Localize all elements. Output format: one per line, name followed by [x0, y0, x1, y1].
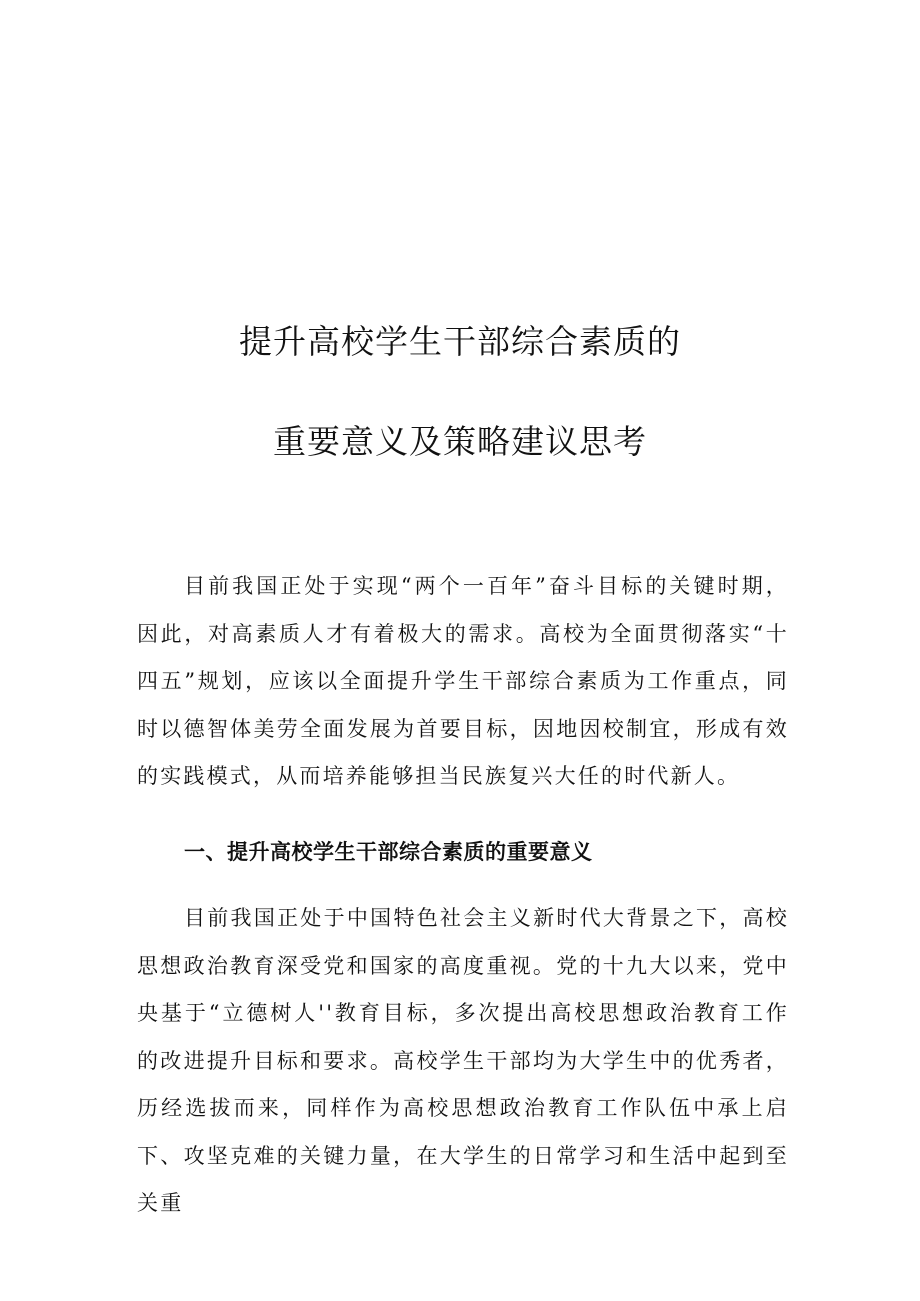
intro-paragraph: 目前我国正处于实现“两个一百年”奋斗目标的关键时期，因此，对高素质人才有着极大的需求。高校为全面贯彻落实“十四五”规划，应该以全面提升学生干部综合素质为工作重点，同时以德智体美劳全面发展为首要目标，因地因校制宜，形成有效的实践模式，从而培养能够担当民族复兴大任的时代新人。	[137, 574, 789, 788]
document-title-line-2: 重要意义及策略建议思考	[273, 422, 647, 461]
section-1-heading: 一、提升高校学生干部综合素质的重要意义	[184, 840, 593, 864]
section-1-paragraph: 目前我国正处于中国特色社会主义新时代大背景之下，高校思想政治教育深受党和国家的高度重视。党的十九大以来，党中央基于“立德树人''教育目标，多次提出高校思想政治教育工作的改进提升目标和要求。高校学生干部均为大学生中的优秀者，历经选拔而来，同样作为高校思想政治教育工作队伍中承上启下、攻坚克难的关键力量，在大学生的日常学习和生活中起到至关重	[137, 906, 789, 1215]
document-title-line-1: 提升高校学生干部综合素质的	[239, 322, 681, 361]
